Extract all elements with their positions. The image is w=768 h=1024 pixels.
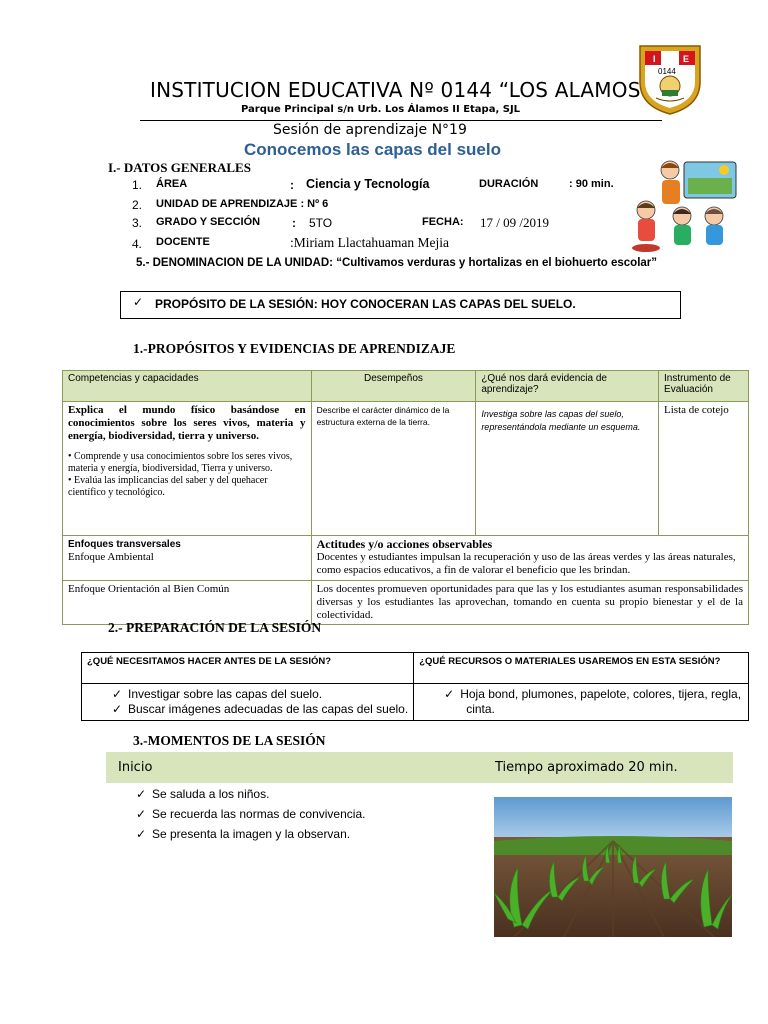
unit-denomination bbox=[136, 254, 660, 272]
table-row bbox=[82, 684, 749, 721]
check-icon: ✓ bbox=[444, 687, 455, 701]
session-number: Sesión de aprendizaje N°19 bbox=[273, 122, 467, 138]
actitudes-cell bbox=[311, 536, 748, 581]
header-divider bbox=[140, 120, 662, 121]
check-icon: ✓ bbox=[111, 702, 123, 716]
teacher-value: :Miriam Llactahuaman Mejia bbox=[290, 235, 449, 250]
children-reading-illustration bbox=[628, 156, 740, 256]
area-separator: : bbox=[290, 178, 294, 192]
check-icon: ✓ bbox=[111, 687, 123, 701]
enfoque-name: Enfoque Ambiental bbox=[68, 551, 154, 563]
unit-denomination-value: “Cultivamos verduras y hortalizas en el biohuerto escolar” bbox=[336, 257, 658, 269]
unit-denomination-label: 5.- DENOMINACION DE LA UNIDAD: bbox=[136, 257, 333, 269]
session-purpose-text: PROPÓSITO DE LA SESIÓN: HOY CONOCERAN LAS CAPAS DEL SUELO. bbox=[155, 297, 576, 311]
competency-table bbox=[62, 370, 749, 625]
enfoque-description: Los docentes promueven oportunidades para que las y los estudiantes asuman responsabilidades diversas y los estudiantes las aprovechan, tomando en cuenta su propio bienestar y el de la colectividad. bbox=[311, 581, 748, 625]
capacity-item: • Evalúa las implicancias del saber y del quehacer científico y tecnológico. bbox=[68, 475, 268, 498]
actitudes-heading: Actitudes y/o acciones observables bbox=[316, 537, 493, 551]
session-title: Conocemos las capas del suelo bbox=[244, 140, 501, 159]
table-header: Competencias y capacidades bbox=[63, 371, 312, 402]
before-session-cell bbox=[82, 684, 414, 721]
check-icon: ✓ bbox=[135, 787, 147, 801]
evidence-cell: Investiga sobre las capas del suelo, representándola mediante un esquema. bbox=[476, 402, 659, 536]
school-address: Parque Principal s/n Urb. Los Álamos II Etapa, SJL bbox=[241, 104, 521, 115]
enfoque-name: Enfoque Orientación al Bien Común bbox=[63, 581, 312, 625]
school-logo bbox=[634, 40, 706, 116]
corn-field-photo bbox=[494, 797, 732, 937]
table-row bbox=[63, 581, 749, 625]
school-name: INSTITUCION EDUCATIVA Nº 0144 “LOS ALAMOS bbox=[150, 78, 641, 102]
table-header-row bbox=[82, 653, 749, 684]
section1-heading: 1.-PROPÓSITOS Y EVIDENCIAS DE APRENDIZAJE bbox=[133, 341, 456, 356]
date-label: FECHA: bbox=[422, 216, 464, 228]
table-header: ¿Qué nos dará evidencia de aprendizaje? bbox=[476, 371, 659, 402]
list-item: ✓ Investigar sobre las capas del suelo. bbox=[106, 687, 408, 702]
check-icon: ✓ bbox=[135, 807, 147, 821]
materials-cell bbox=[414, 684, 749, 721]
grade-row bbox=[132, 215, 549, 230]
moment-list bbox=[130, 784, 365, 844]
grade-value: 5TO bbox=[309, 216, 333, 230]
instrument-cell: Lista de cotejo bbox=[659, 402, 749, 536]
moment-time: Tiempo aproximado 20 min. bbox=[495, 760, 678, 775]
list-item: ✓ Se recuerda las normas de convivencia. bbox=[130, 804, 365, 824]
competency-text: Explica el mundo físico basándose en conocimientos sobre los seres vivos, materia y energía, biodiversidad, tierra y universo. bbox=[68, 404, 306, 442]
check-icon: ✓ bbox=[133, 295, 144, 309]
list-item-continuation: cinta. bbox=[466, 702, 495, 716]
unit-number-label: UNIDAD DE APRENDIZAJE : Nº 6 bbox=[156, 198, 329, 210]
row-number: 3. bbox=[132, 216, 143, 230]
list-item: ✓ Hoja bond, plumones, papelote, colores, tijera, regla, bbox=[438, 687, 743, 702]
teacher-label: DOCENTE bbox=[156, 236, 210, 248]
table-row bbox=[63, 402, 749, 536]
svg-text:E: E bbox=[683, 54, 690, 64]
date-value: 17 / 09 /2019 bbox=[480, 215, 549, 230]
datos-generales-heading: I.- DATOS GENERALES bbox=[108, 160, 251, 175]
duration-label: DURACIÓN bbox=[479, 178, 539, 190]
enfoque-cell bbox=[63, 536, 312, 581]
capacity-item: • Comprende y usa conocimientos sobre los seres vivos, materia y energía, biodiversidad, Tierra y universo. bbox=[68, 451, 293, 474]
table-row bbox=[63, 536, 749, 581]
unit-number-row bbox=[132, 198, 329, 212]
table-header: Desempeños bbox=[311, 371, 476, 402]
section2-heading: 2.- PREPARACIÓN DE LA SESIÓN bbox=[108, 620, 322, 635]
moment-name: Inicio bbox=[118, 760, 153, 775]
performance-cell: Describe el carácter dinámico de la estructura externa de la tierra. bbox=[311, 402, 476, 536]
row-number: 4. bbox=[132, 236, 142, 251]
grade-label: GRADO Y SECCIÓN bbox=[156, 216, 261, 228]
preparation-table bbox=[81, 652, 749, 721]
competency-cell bbox=[63, 402, 312, 536]
grade-separator: : bbox=[292, 216, 296, 230]
table-header: ¿QUÉ RECURSOS O MATERIALES USAREMOS EN ESTA SESIÓN? bbox=[414, 653, 749, 684]
area-value: Ciencia y Tecnología bbox=[306, 177, 430, 191]
area-label: ÁREA bbox=[156, 178, 188, 190]
logo-text: 0144 bbox=[658, 67, 676, 76]
list-item: ✓ Se presenta la imagen y la observan. bbox=[130, 824, 365, 844]
enfoques-heading: Enfoques transversales bbox=[68, 539, 181, 550]
table-header: Instrumento de Evaluación bbox=[659, 371, 749, 402]
teacher-row bbox=[132, 235, 449, 252]
enfoque-description: Docentes y estudiantes impulsan la recuperación y uso de las áreas verdes y las áreas naturales, como espacios educativos, a fin de valorar el beneficio que les brindan. bbox=[316, 551, 736, 576]
section3-heading: 3.-MOMENTOS DE LA SESIÓN bbox=[133, 733, 326, 748]
table-header-row bbox=[63, 371, 749, 402]
area-row bbox=[132, 177, 614, 192]
list-item: ✓ Se saluda a los niños. bbox=[130, 784, 365, 804]
list-item: ✓ Buscar imágenes adecuadas de las capas del suelo. bbox=[106, 702, 408, 717]
duration-value: : 90 min. bbox=[569, 178, 614, 190]
row-number: 1. bbox=[132, 178, 143, 192]
table-header: ¿QUÉ NECESITAMOS HACER ANTES DE LA SESIÓN? bbox=[82, 653, 414, 684]
row-number: 2. bbox=[132, 198, 143, 212]
check-icon: ✓ bbox=[135, 827, 147, 841]
svg-text:I: I bbox=[653, 54, 656, 64]
